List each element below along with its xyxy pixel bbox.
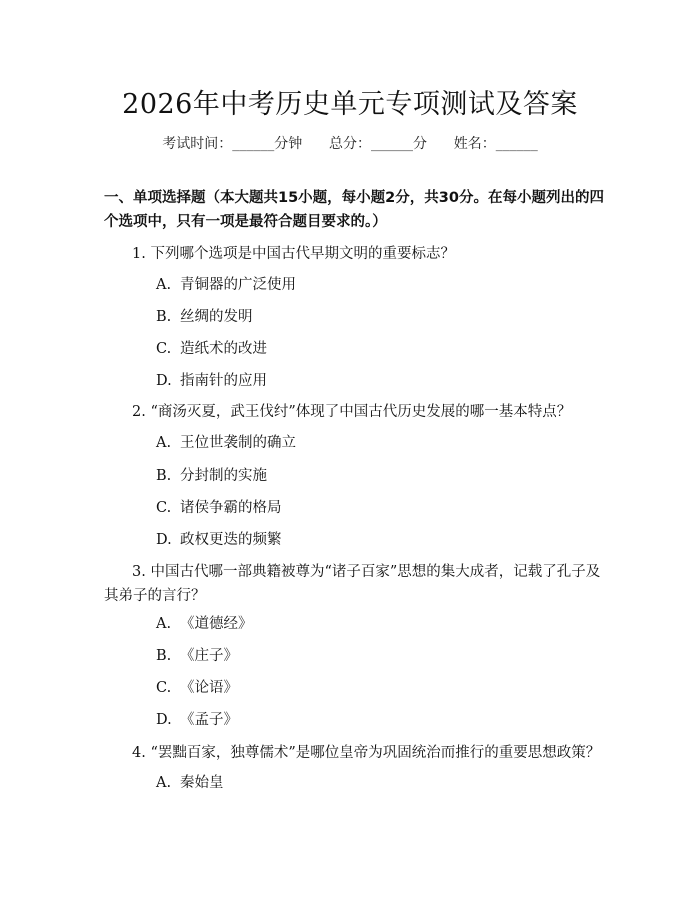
question-3-option-c: C. 《论语》 xyxy=(156,680,238,696)
question-2-stem: 2. “商汤灭夏，武王伐纣”体现了中国古代历史发展的哪一基本特点？ xyxy=(132,404,572,420)
question-3-option-b: B. 《庄子》 xyxy=(156,648,238,664)
question-2-option-d: D. 政权更迭的频繁 xyxy=(156,532,282,548)
question-2-option-a: A. 王位世袭制的确立 xyxy=(156,435,296,451)
question-2-option-c: C. 诸侯争霸的格局 xyxy=(156,500,282,516)
page-title: 2026年中考历史单元专项测试及答案 xyxy=(122,89,578,120)
question-3-stem: 3. 中国古代哪一部典籍被尊为“诸子百家”思想的集大成者，记载了孔子及其弟子的言行？ xyxy=(104,564,601,604)
section-heading: 一、单项选择题（本大题共15小题，每小题2分，共30分。在每小题列出的四个选项中，只有一项是最符合题目要求的。） xyxy=(104,190,604,230)
question-1-option-d: D. 指南针的应用 xyxy=(156,373,267,389)
exam-meta xyxy=(0,133,700,153)
student-name: 姓名：______ xyxy=(453,136,538,152)
question-1-option-c: C. 造纸术的改进 xyxy=(156,341,267,357)
question-3-option-a: A. 《道德经》 xyxy=(156,616,253,632)
exam-score: 总分：______分 xyxy=(329,136,427,152)
question-1-option-b: B. 丝绸的发明 xyxy=(156,309,253,325)
question-4-stem: 4. “罢黜百家，独尊儒术”是哪位皇帝为巩固统治而推行的重要思想政策？ xyxy=(132,745,601,761)
question-4-option-a: A. 秦始皇 xyxy=(156,775,224,791)
question-2-option-b: B. 分封制的实施 xyxy=(156,468,267,484)
exam-time: 考试时间：______分钟 xyxy=(162,136,303,152)
question-1-stem: 1. 下列哪个选项是中国古代早期文明的重要标志？ xyxy=(132,246,455,262)
question-1-option-a: A. 青铜器的广泛使用 xyxy=(156,277,296,293)
question-3-option-d: D. 《孟子》 xyxy=(156,712,238,728)
